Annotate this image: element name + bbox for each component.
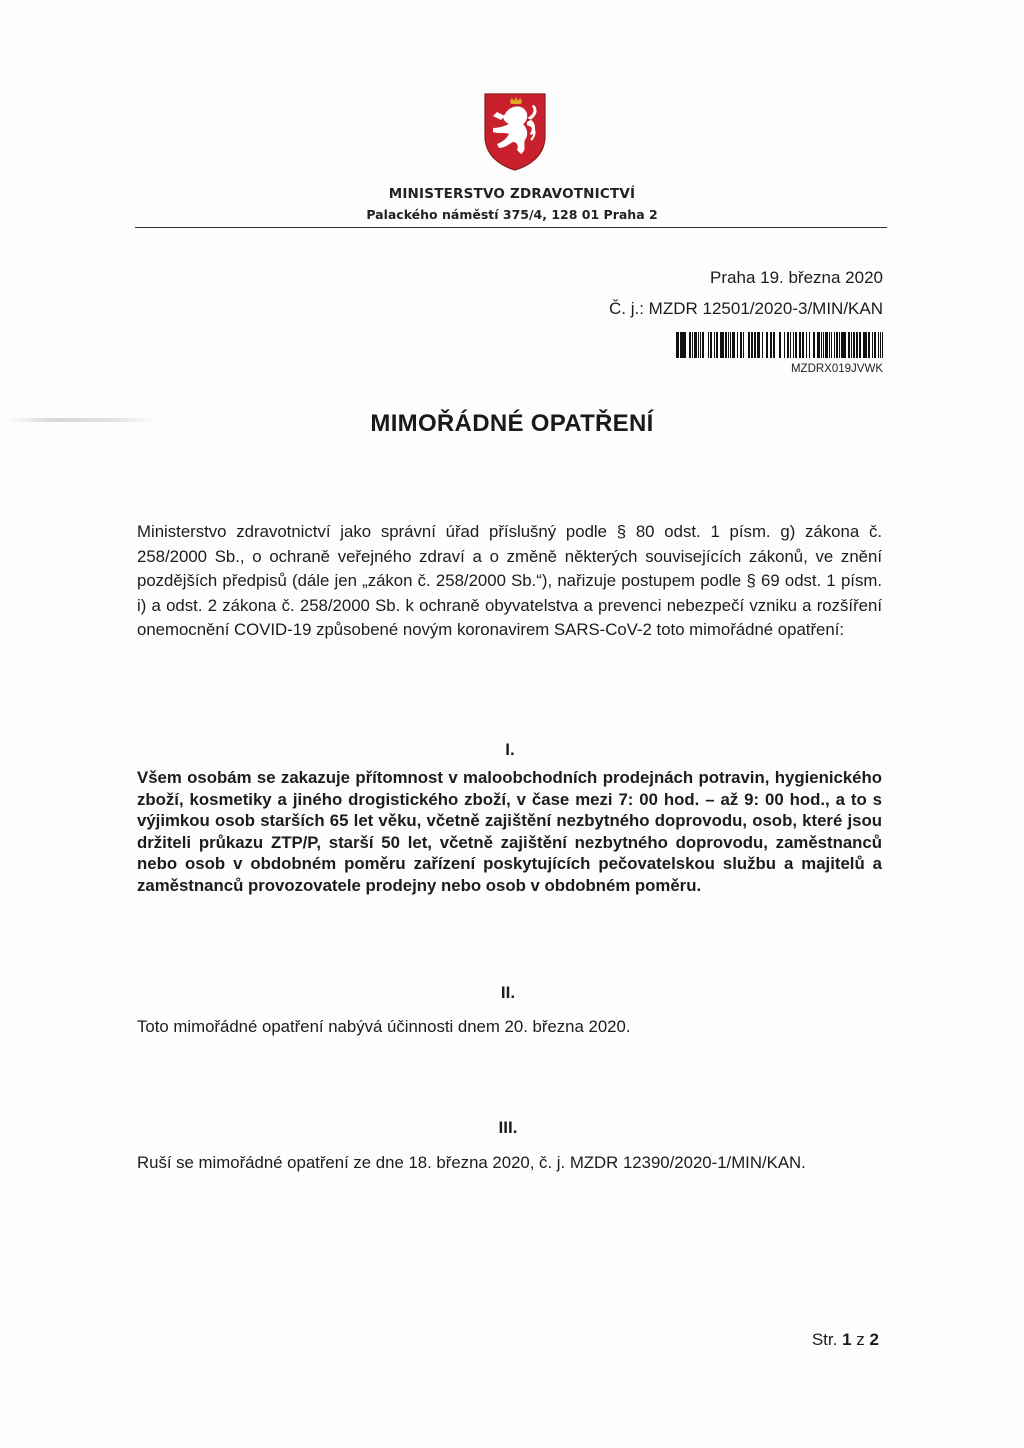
section-text-2: Toto mimořádné opatření nabývá účinnosti dnem 20. března 2020.	[137, 1017, 631, 1036]
total-pages: 2	[869, 1330, 879, 1349]
coat-of-arms-icon	[483, 92, 547, 172]
section-text-1: Všem osobám se zakazuje přítomnost v maloobchodních prodejnách potravin, hygienického zboží, kosmetiky a jiného drogistického zboží, v čase mezi 7: 00 hod. – až 9: 00 hod., a to s výjimkou osob starších 65 let věku, včetně zajištění nezbytného doprovodu, osob, které jsou držiteli průkazu ZTP/P, starší 50 let, včetně zajištění nezbytného doprovodu, zaměstnanců nebo osob v obdobném poměru zařízení poskytujících pečovatelskou službu a majitelů a zaměstnanců provozovatele prodejny nebo osob v obdobném poměru.	[137, 768, 882, 895]
document-date: Praha 19. března 2020	[710, 268, 883, 287]
section-number-3: III.	[498, 1118, 518, 1137]
intro-paragraph: Ministerstvo zdravotnictví jako správní úřad příslušný podle § 80 odst. 1 písm. g) zákona č. 258/2000 Sb., o ochraně veřejného zdraví a o změně některých souvisejících zákonů, ve znění pozdějších předpisů (dále jen „zákon č. 258/2000 Sb.“), nařizuje postupem podle § 69 odst. 1 písm. i) a odst. 2 zákona č. 258/2000 Sb. k ochraně obyvatelstva a prevenci nebezpečí vzniku a rozšíření onemocnění COVID-19 způsobené novým koronavirem SARS-CoV-2 toto mimořádné opatření:	[137, 522, 882, 639]
section-text-3: Ruší se mimořádné opatření ze dne 18. března 2020, č. j. MZDR 12390/2020-1/MIN/KAN.	[137, 1153, 806, 1172]
document-title: MIMOŘÁDNÉ OPATŘENÍ	[370, 410, 654, 437]
ministry-name: MINISTERSTVO ZDRAVOTNICTVÍ	[388, 186, 636, 202]
page-number	[812, 1330, 879, 1350]
page-prefix: Str.	[811, 1330, 838, 1349]
barcode	[676, 332, 884, 358]
ministry-address: Palackého náměstí 375/4, 128 01 Praha 2	[366, 207, 658, 222]
header-divider	[135, 227, 887, 228]
current-page: 1	[842, 1330, 852, 1349]
barcode-gap	[883, 332, 884, 358]
section-number-1: I.	[505, 740, 515, 759]
barcode-code: MZDRX019JVWK	[790, 363, 883, 375]
section-number-2: II.	[500, 983, 516, 1002]
page-separator: z	[856, 1330, 865, 1349]
reference-number: Č. j.: MZDR 12501/2020-3/MIN/KAN	[609, 299, 883, 318]
